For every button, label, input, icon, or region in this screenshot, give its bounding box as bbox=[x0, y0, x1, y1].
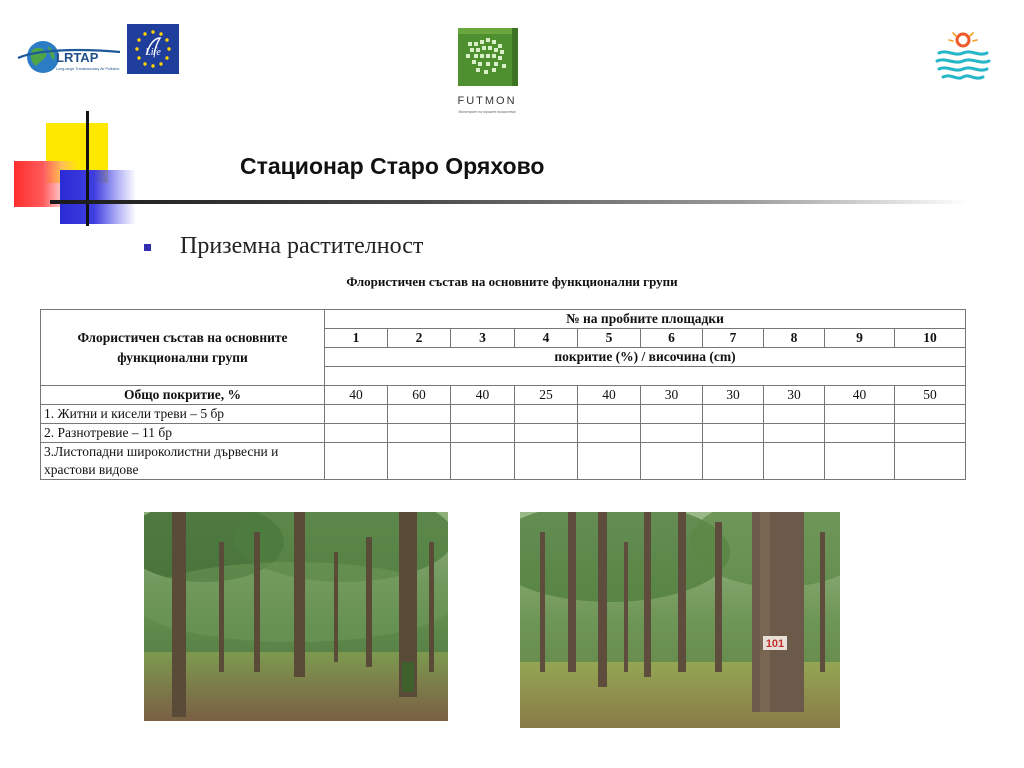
life-wordmark: Life bbox=[145, 47, 161, 58]
plot-number-cell: 6 bbox=[641, 329, 703, 348]
lrtap-logo bbox=[16, 36, 122, 78]
lrtap-tagline: Long-range Transboundary Air Pollution bbox=[56, 67, 120, 71]
plot-number-cell: 5 bbox=[578, 329, 641, 348]
row-label: 3.Листопадни широколистни дървесни и храстови видове bbox=[41, 443, 325, 480]
value-cell bbox=[641, 443, 703, 480]
value-cell: 30 bbox=[641, 386, 703, 405]
value-cell bbox=[895, 424, 966, 443]
value-cell bbox=[825, 424, 895, 443]
eu-life-logo bbox=[127, 24, 179, 74]
value-cell bbox=[388, 443, 451, 480]
table-header-row bbox=[41, 310, 966, 329]
europe-map-icon bbox=[446, 22, 528, 118]
value-cell: 40 bbox=[578, 386, 641, 405]
value-cell bbox=[578, 443, 641, 480]
value-cell bbox=[515, 443, 578, 480]
plot-number-cell: 7 bbox=[703, 329, 764, 348]
value-cell bbox=[578, 424, 641, 443]
value-cell: 25 bbox=[515, 386, 578, 405]
plot-number-cell: 8 bbox=[764, 329, 825, 348]
eu-flag-icon bbox=[127, 24, 179, 74]
value-cell bbox=[825, 443, 895, 480]
plots-header-cell: № на пробните площадки bbox=[325, 310, 966, 329]
forest-photo-1 bbox=[144, 512, 448, 721]
row-label: Общо покритие, % bbox=[41, 386, 325, 405]
decor-blue-square bbox=[60, 170, 136, 224]
value-cell bbox=[703, 424, 764, 443]
value-cell bbox=[578, 405, 641, 424]
bullet-marker bbox=[144, 244, 151, 251]
floristic-table bbox=[40, 309, 966, 480]
value-cell bbox=[515, 424, 578, 443]
plot-number-cell: 4 bbox=[515, 329, 578, 348]
globe-icon bbox=[16, 36, 122, 78]
table-row bbox=[41, 405, 966, 424]
value-cell bbox=[451, 405, 515, 424]
futmon-logo bbox=[446, 22, 528, 118]
value-cell: 30 bbox=[703, 386, 764, 405]
value-cell bbox=[325, 443, 388, 480]
value-cell bbox=[703, 405, 764, 424]
value-cell bbox=[703, 443, 764, 480]
value-cell: 40 bbox=[325, 386, 388, 405]
value-cell bbox=[764, 424, 825, 443]
value-cell bbox=[388, 424, 451, 443]
sun-waves-logo bbox=[933, 31, 993, 89]
table-row bbox=[41, 386, 966, 405]
row-header-cell: Флористичен състав на основните функционални групи bbox=[41, 310, 325, 386]
value-cell bbox=[895, 443, 966, 480]
tree-tag-number: 101 bbox=[765, 638, 785, 650]
plot-number-cell: 9 bbox=[825, 329, 895, 348]
futmon-wordmark: FUTMON bbox=[457, 95, 517, 107]
value-cell bbox=[325, 405, 388, 424]
measure-label-cell: покритие (%) / височина (cm) bbox=[325, 348, 966, 367]
value-cell bbox=[825, 405, 895, 424]
row-label: 2. Разнотревие – 11 бр bbox=[41, 424, 325, 443]
plot-number-cell: 1 bbox=[325, 329, 388, 348]
plot-number-cell: 3 bbox=[451, 329, 515, 348]
sun-waves-icon bbox=[933, 31, 993, 89]
forest-photo-2 bbox=[520, 512, 840, 728]
lrtap-wordmark: LRTAP bbox=[56, 50, 99, 65]
value-cell bbox=[515, 405, 578, 424]
page-title: Стационар Старо Оряхово bbox=[240, 153, 545, 179]
plot-number-cell: 10 bbox=[895, 329, 966, 348]
value-cell: 40 bbox=[451, 386, 515, 405]
value-cell bbox=[895, 405, 966, 424]
futmon-tagline: Мониторинг на горските екосистеми bbox=[458, 110, 516, 114]
value-cell bbox=[451, 424, 515, 443]
value-cell: 30 bbox=[764, 386, 825, 405]
value-cell: 40 bbox=[825, 386, 895, 405]
table-caption: Флористичен състав на основните функционални групи bbox=[346, 274, 678, 289]
value-cell bbox=[325, 424, 388, 443]
decor-horizontal-rule bbox=[50, 200, 970, 204]
value-cell bbox=[641, 424, 703, 443]
value-cell bbox=[641, 405, 703, 424]
table-row bbox=[41, 443, 966, 480]
value-cell bbox=[764, 405, 825, 424]
decor-vertical-line bbox=[86, 111, 89, 226]
value-cell: 50 bbox=[895, 386, 966, 405]
row-label: 1. Житни и кисели треви – 5 бр bbox=[41, 405, 325, 424]
table-row bbox=[41, 424, 966, 443]
value-cell bbox=[764, 443, 825, 480]
section-heading: Приземна растителност bbox=[180, 233, 424, 259]
value-cell: 60 bbox=[388, 386, 451, 405]
value-cell bbox=[388, 405, 451, 424]
empty-cell bbox=[325, 367, 966, 386]
plot-number-cell: 2 bbox=[388, 329, 451, 348]
value-cell bbox=[451, 443, 515, 480]
